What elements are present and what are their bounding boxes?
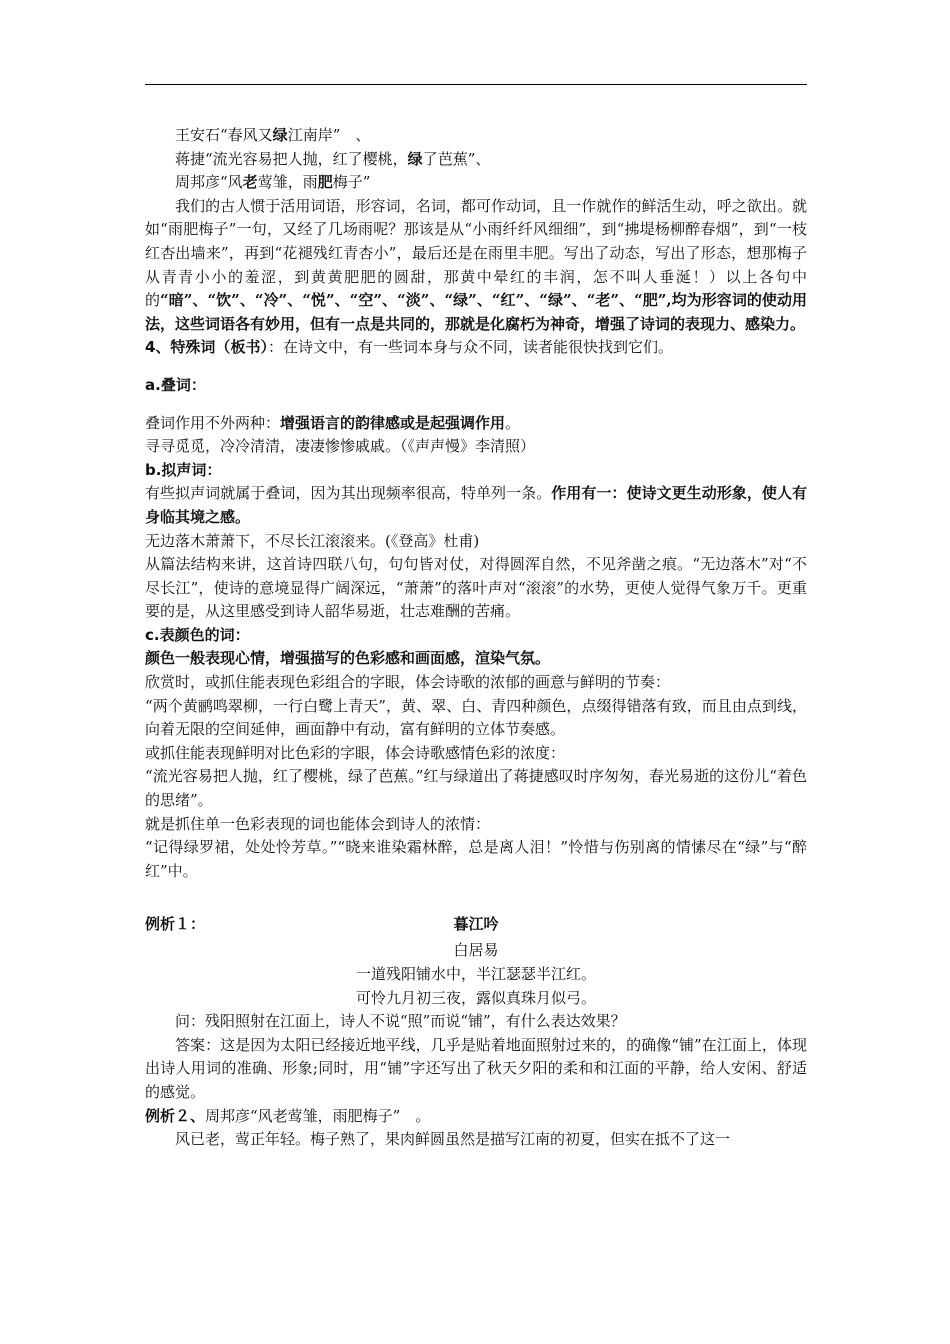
- quote-line-zhou-bangyan: 周邦彦“风老莺雏，雨肥梅子”: [175, 173, 371, 192]
- subsection-c-para-1: 欣赏时，或抓住能表现色彩组合的字眼，体会诗歌的浓郁的画意与鲜明的节奏：: [145, 673, 671, 692]
- section-4-heading: 4、特殊词（板书）：在诗文中，有一些词本身与众不同，读者能很快找到它们。: [145, 338, 673, 357]
- header-rule: [145, 84, 807, 85]
- subsection-c-para-6: “记得绿罗裙，处处怜芳草。”“晓来谁染霜林醉，总是离人泪！”怜惜与伤别离的情愫尽在“绿”与“醉红”中。: [145, 838, 807, 880]
- example-2-heading: 例析２、周邦彦“风老莺雏，雨肥梅子” 。: [145, 1106, 431, 1125]
- example-1-heading: [145, 913, 807, 939]
- example-2-para: 风已老，莺正年轻。梅子熟了，果肉鲜圆虽然是描写江南的初夏，但实在抵不了这一: [175, 1130, 731, 1149]
- poem-author: 白居易: [453, 941, 499, 960]
- analysis-paragraph: 我们的古人惯于活用词语，形容词，名词，都可作动词，且一作就作的鲜活生动，呼之欲出。就如“雨肥梅子”一句，又经了几场雨呢？那该是从“小雨纤纤风细细”，到“拂堤杨柳醉春烟”，到“一枝红杏出墙来”，再到“花褪残红青杏小”，最后还是在雨里丰肥。写出了动态，写出了形态，想那梅子从青青小小的羞涩，到黄黄肥肥的圆甜，那黄中晕红的丰润，怎不叫人垂涎！）以上各句中的“暗”、“饮”、“冷”、“悦”、“空”、“淡”、“绿”、“红”、“绿”、“老”、“肥”,均为形容词的使动用法，这些词语各有妙用，但有一点是共同的，那就是化腐朽为神奇，增强了诗词的表现力、感染力。: [145, 196, 807, 333]
- subsection-b-intro: 有些拟声词就属于叠词，因为其出现频率很高，特单列一条。作用有一：使诗文更生动形象，使人有身临其境之感。: [145, 484, 807, 526]
- subsection-c-para-5: 就是抓住单一色彩表现的词也能体会到诗人的浓情：: [145, 814, 491, 833]
- document-page: [145, 124, 807, 1152]
- example-1-label: 例析１：: [145, 915, 206, 934]
- subsection-a-example: 寻寻觅觅，冷冷清清，凄凄惨惨戚戚。（《声声慢》李清照）: [145, 437, 536, 456]
- example-1-question: 问：残阳照射在江面上，诗人不说“照”而说“铺”，有什么表达效果？: [175, 1012, 626, 1031]
- subsection-b-title: b.拟声词：: [145, 460, 222, 479]
- subsection-b-analysis: 从篇法结构来讲，这首诗四联八句，句句皆对仗，对得圆浑自然，不见斧凿之痕。“无边落木”对“不尽长江”，使诗的意境显得广阔深远，“萧萧”的落叶声对“滚滚”的水势，更使人觉得气象万千。更重要的是，从这里感受到诗人韶华易逝，壮志难酬的苦痛。: [145, 555, 807, 621]
- subsection-c-summary: 颜色一般表现心情，增强描写的色彩感和画面感，渲染气氛。: [145, 649, 551, 668]
- subsection-c-title: c.表颜色的词：: [145, 625, 250, 644]
- subsection-a-title: a.叠词：: [145, 375, 206, 394]
- poem-line-2: 可怜九月初三夜，露似真珠月似弓。: [355, 988, 596, 1007]
- subsection-b-example: 无边落木萧萧下，不尽长江滚滚来。(《登高》杜甫): [145, 531, 480, 550]
- poem-line-1: 一道残阳铺水中，半江瑟瑟半江红。: [355, 965, 596, 983]
- subsection-c-para-2: “两个黄鹂鸣翠柳，一行白鹭上青天”，黄、翠、白、青四种颜色，点缀得错落有致，而且由点到线，向着无限的空间延伸，画面静中有动，富有鲜明的立体节奏感。: [145, 696, 807, 739]
- subsection-a-intro: 叠词作用不外两种：增强语言的韵律感或是起强调作用。: [145, 413, 521, 432]
- quote-line-wang-anshi: 王安石“春风又绿江南岸” 、: [175, 126, 371, 144]
- subsection-c-para-4: “流光容易把人抛，红了樱桃，绿了芭蕉。”红与绿道出了蒋捷感叹时序匆匆，春光易逝的这份儿“着色的思绪”。: [145, 767, 807, 810]
- subsection-c-para-3: 或抓住能表现鲜明对比色彩的字眼，体会诗歌感情色彩的浓度：: [145, 743, 566, 762]
- quote-line-jiang-jie: 蒋捷“流光容易把人抛，红了樱桃，绿了芭蕉”、: [175, 149, 491, 168]
- poem-title: 暮江吟: [453, 915, 499, 934]
- example-1-answer: 答案：这是因为太阳已经接近地平线，几乎是贴着地面照射过来的，的确像“铺”在江面上，体现出诗人用词的准确、形象;同时，用“铺”字还写出了秋天夕阳的柔和和江面的平静，给人安闲、舒适的感觉。: [145, 1035, 807, 1101]
